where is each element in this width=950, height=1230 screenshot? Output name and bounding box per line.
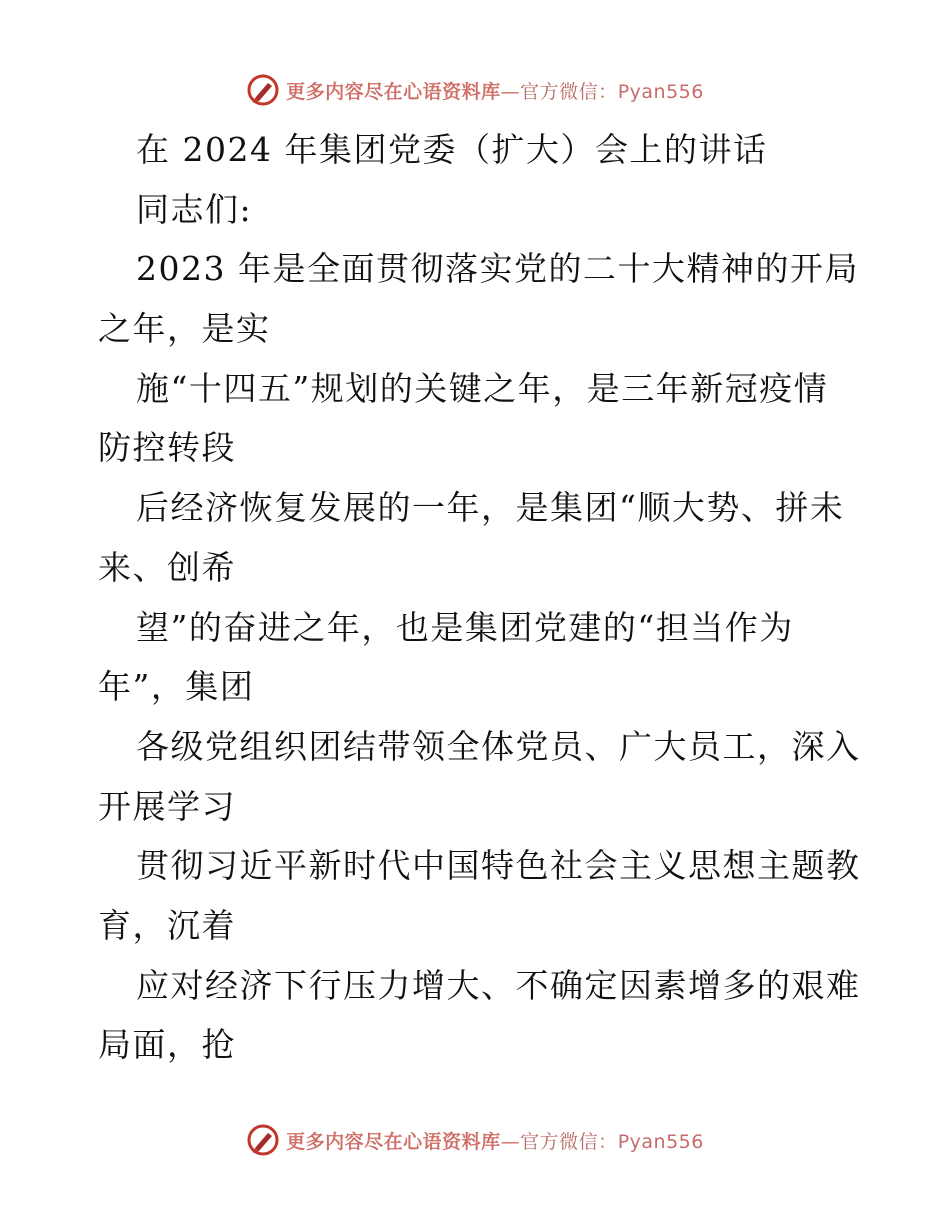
watermark-site-text: 更多内容尽在心语资料库 — [286, 1130, 501, 1153]
paragraph-line: 育，沉着 — [98, 905, 236, 945]
watermark-account: Pyan556 — [617, 1130, 704, 1153]
watermark-label: 官方微信： — [520, 80, 618, 103]
paragraph-line: 各级党组织团结带领全体党员、广大员工，深入 — [136, 726, 861, 766]
watermark-site-text: 更多内容尽在心语资料库 — [286, 80, 501, 103]
watermark-separator: — — [500, 1130, 521, 1153]
paragraph-line: 贯彻习近平新时代中国特色社会主义思想主题教 — [136, 846, 861, 886]
document-title: 在 2024 年集团党委（扩大）会上的讲话 — [136, 130, 768, 169]
pen-in-circle-icon — [246, 1123, 280, 1157]
header-watermark — [0, 70, 950, 110]
paragraph-line: 望”的奋进之年，也是集团党建的“担当作为 — [136, 607, 794, 647]
paragraph-line: 后经济恢复发展的一年，是集团“顺大势、拼未 — [136, 488, 845, 528]
document-body — [98, 120, 861, 1075]
paragraph-line: 局面，抢 — [98, 1025, 236, 1065]
paragraph-line: 应对经济下行压力增大、不确定因素增多的艰难 — [136, 965, 861, 1005]
watermark-separator: — — [500, 80, 521, 103]
paragraph-line: 施“十四五”规划的关键之年，是三年新冠疫情 — [136, 368, 829, 408]
watermark-account: Pyan556 — [617, 80, 704, 103]
paragraph-line: 开展学习 — [98, 786, 236, 826]
paragraph-line: 2023 年是全面贯彻落实党的二十大精神的开局 — [136, 249, 859, 289]
paragraph-line: 防控转段 — [98, 428, 236, 468]
paragraph-line: 来、创希 — [98, 547, 236, 587]
watermark-text — [286, 1127, 704, 1154]
paragraph-line: 之年，是实 — [98, 309, 271, 349]
watermark-text — [286, 77, 704, 104]
watermark-label: 官方微信： — [520, 1130, 618, 1153]
salutation: 同志们: — [136, 189, 253, 229]
footer-watermark — [0, 1120, 950, 1160]
pen-in-circle-icon — [246, 73, 280, 107]
paragraph-line: 年”，集团 — [98, 667, 255, 707]
